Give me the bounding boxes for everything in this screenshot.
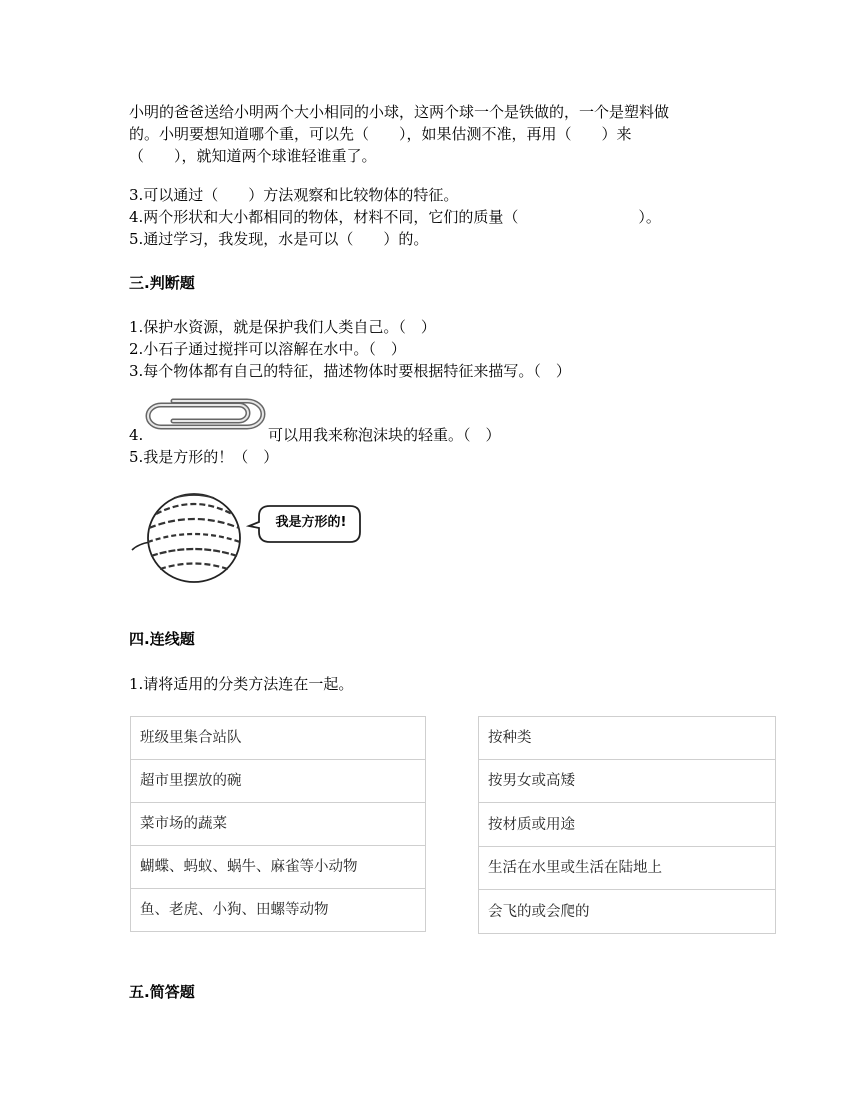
paperclip-icon: [143, 396, 267, 432]
judge-question-3: 3.每个物体都有自己的特征，描述物体时要根据特征来描写。（ ）: [129, 362, 571, 380]
fill-question-4: 4.两个形状和大小都相同的物体，材料不同，它们的质量（ ）。: [129, 208, 661, 226]
match-right-item: 生活在水里或生活在陆地上: [479, 847, 775, 890]
match-right-item: 会飞的或会爬的: [488, 904, 590, 920]
match-left-item: 班级里集合站队: [131, 717, 425, 760]
judge-question-5: 5.我是方形的！（ ）: [129, 448, 279, 466]
watermelon-illustration: [128, 484, 368, 594]
section-3-title: 三.判断题: [129, 274, 195, 292]
section-4-title: 四.连线题: [129, 630, 195, 648]
match-left-table: [130, 716, 426, 932]
match-right-item: 按男女或高矮: [479, 760, 775, 803]
fill-question-5: 5.通过学习，我发现，水是可以（ ）的。: [129, 230, 429, 248]
paragraph-line-3: （ ），就知道两个球谁轻谁重了。: [129, 147, 377, 165]
section-5-title: 五.简答题: [129, 983, 195, 1001]
paragraph-line-2: 的。小明要想知道哪个重，可以先（ ），如果估测不准，再用（ ）来: [129, 125, 632, 143]
speech-bubble-text: 我是方形的!: [275, 515, 347, 530]
judge-question-2: 2.小石子通过搅拌可以溶解在水中。（ ）: [129, 340, 406, 358]
match-right-item: 按材质或用途: [479, 804, 775, 847]
match-question-1: 1.请将适用的分类方法连在一起。: [129, 675, 354, 693]
match-left-item: 鱼、老虎、小狗、田螺等动物: [140, 902, 329, 918]
match-right-item: 按种类: [479, 717, 775, 760]
fill-question-3: 3.可以通过（ ）方法观察和比较物体的特征。: [129, 186, 459, 204]
paragraph-line-1: 小明的爸爸送给小明两个大小相同的小球，这两个球一个是铁做的，一个是塑料做: [129, 103, 670, 121]
match-left-item: 菜市场的蔬菜: [131, 803, 425, 846]
judge-question-4-number: 4.: [129, 426, 144, 444]
match-left-item: 蝴蝶、蚂蚁、蜗牛、麻雀等小动物: [131, 846, 425, 889]
match-left-item: 超市里摆放的碗: [131, 760, 425, 803]
judge-question-1: 1.保护水资源，就是保护我们人类自己。（ ）: [129, 318, 436, 336]
match-right-table: [478, 716, 776, 934]
judge-question-4-text: 可以用我来称泡沫块的轻重。（ ）: [268, 426, 501, 444]
